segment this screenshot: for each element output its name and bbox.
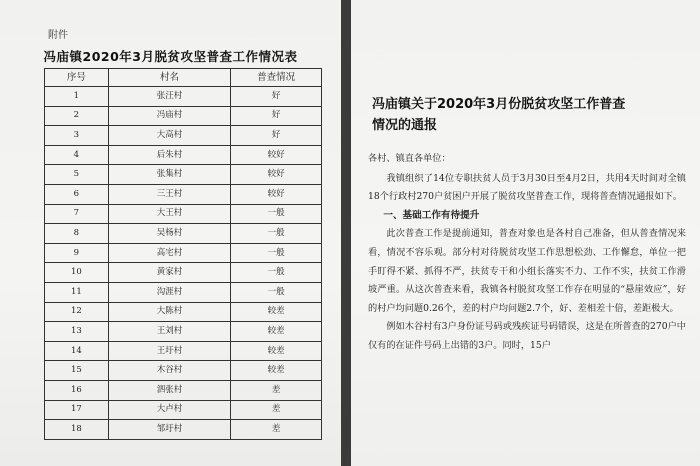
row-village: 大高村	[108, 126, 231, 146]
row-status: 较好	[231, 165, 322, 185]
row-status: 好	[231, 87, 322, 107]
row-village: 三王村	[108, 184, 231, 204]
row-status: 较差	[231, 322, 322, 342]
row-status: 差	[231, 380, 322, 400]
row-status: 较差	[231, 341, 322, 361]
notice-body	[368, 150, 686, 356]
row-status: 较好	[231, 145, 322, 165]
table-row	[45, 243, 322, 263]
row-status: 较好	[231, 184, 322, 204]
table-row	[45, 302, 322, 322]
row-village: 大卢村	[108, 400, 231, 420]
row-index: 9	[45, 243, 109, 263]
row-index: 12	[45, 302, 109, 322]
row-index: 18	[45, 420, 109, 440]
row-village: 木谷村	[108, 361, 231, 381]
row-village: 大王村	[108, 204, 231, 224]
table-row	[45, 380, 322, 400]
row-village: 王圩村	[108, 341, 231, 361]
paragraph-1: 我镇组织了14位专职扶贫人员于3月30日至4月2日，共用4天时间对全镇18个行政村270户贫困户开展了脱贫攻坚普查工作，现将普查情况通报如下。	[368, 172, 686, 203]
row-index: 4	[45, 145, 109, 165]
paragraph-3: 例如木谷村有3户身份证号码或残疾证号码错误，这是在所普查的270户中仅有的在证件号码上出错的3户。同时，15户	[368, 321, 686, 351]
table-row	[45, 420, 322, 440]
row-status: 好	[231, 126, 322, 146]
table-row	[45, 165, 322, 185]
row-village: 吴杨村	[108, 224, 231, 244]
header-index: 序号	[45, 69, 109, 87]
row-index: 15	[45, 361, 109, 381]
table-row	[45, 322, 322, 342]
row-index: 11	[45, 282, 109, 302]
row-index: 13	[45, 322, 109, 342]
row-index: 17	[45, 400, 109, 420]
page-gap	[341, 0, 351, 466]
row-index: 2	[45, 106, 109, 126]
table-row	[45, 106, 322, 126]
row-index: 5	[45, 165, 109, 185]
row-village: 沟涯村	[108, 282, 231, 302]
table-row	[45, 126, 322, 146]
row-status: 一般	[231, 263, 322, 283]
row-village: 后朱村	[108, 145, 231, 165]
section-heading-1: 一、基础工作有待提升	[383, 209, 480, 221]
table-row	[45, 263, 322, 283]
table-header-row	[45, 69, 322, 87]
table-row	[45, 361, 322, 381]
row-village: 王刘村	[108, 322, 231, 342]
row-index: 16	[45, 380, 109, 400]
row-status: 较差	[231, 302, 322, 322]
row-status: 好	[231, 106, 322, 126]
notice-title-line-2: 情况的通报	[372, 118, 438, 133]
row-status: 一般	[231, 224, 322, 244]
notice-title-line-1: 冯庙镇关于2020年3月份脱贫攻坚工作普查	[372, 97, 626, 112]
header-village: 村名	[108, 69, 231, 87]
row-status: 一般	[231, 282, 322, 302]
survey-table	[44, 68, 322, 440]
paragraph-2: 此次普查工作是提前通知，普查对象也是各村自己准备，但从普查情况来看，情况不容乐观。部分村对待脱贫攻坚工作思想松劲、工作懈怠，单位一把手盯得不紧、抓得不严，扶贫专干和小组长落实不力、工作不实，扶贫工作滑坡严重。从这次普查来看，我镇各村脱贫攻坚工作存在明显的“悬崖效应”，好的村户均问题0.26个，差的村户均问题2.7个，好、差相差十倍，差距极大。	[368, 228, 686, 314]
row-status: 较差	[231, 361, 322, 381]
attachment-label: 附件	[48, 30, 68, 41]
header-status: 普查情况	[231, 69, 322, 87]
table-row	[45, 224, 322, 244]
row-index: 3	[45, 126, 109, 146]
row-status: 一般	[231, 243, 322, 263]
row-village: 张汪村	[108, 87, 231, 107]
row-index: 14	[45, 341, 109, 361]
table-row	[45, 400, 322, 420]
table-row	[45, 145, 322, 165]
row-index: 10	[45, 263, 109, 283]
notice-title	[372, 94, 684, 136]
row-status: 一般	[231, 204, 322, 224]
row-village: 大陈村	[108, 302, 231, 322]
row-village: 邹圩村	[108, 420, 231, 440]
row-index: 1	[45, 87, 109, 107]
table-row	[45, 341, 322, 361]
salutation: 各村、镇直各单位：	[368, 153, 451, 164]
row-status: 差	[231, 420, 322, 440]
table-title: 冯庙镇2020年3月脱贫攻坚普查工作情况表	[43, 49, 298, 64]
row-village: 冯庙村	[108, 106, 231, 126]
row-village: 黄家村	[108, 263, 231, 283]
row-village: 张集村	[108, 165, 231, 185]
row-village: 泗张村	[108, 380, 231, 400]
row-village: 高宅村	[108, 243, 231, 263]
row-index: 8	[45, 224, 109, 244]
table-row	[45, 87, 322, 107]
table-row	[45, 204, 322, 224]
row-status: 差	[231, 400, 322, 420]
table-row	[45, 282, 322, 302]
row-index: 7	[45, 204, 109, 224]
row-index: 6	[45, 184, 109, 204]
table-row	[45, 184, 322, 204]
